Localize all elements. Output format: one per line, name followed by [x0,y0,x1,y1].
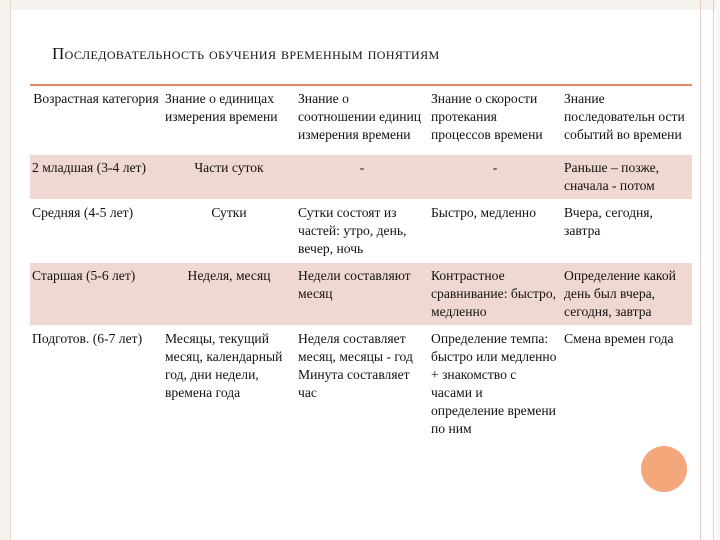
slide-title: Последовательность обучения временным понятиям [52,44,440,63]
cell-unit-relations: - [296,155,429,200]
table-row [30,200,692,263]
cell-process-speed: Определение темпа: быстро или медленно + знакомство с часами и определение времени по ним [431,331,557,436]
cell-unit-relations: Неделя составляет месяц, месяцы - год Минута составляет час [298,331,413,400]
slide-frame-top [0,0,720,10]
header-event-sequence: Знание последовательн ости событий во времени [562,86,692,155]
table-row [30,263,692,326]
table-row [30,155,692,200]
cell-units: Неделя, месяц [163,263,296,326]
slide-decoration-right [700,0,714,540]
cell-process-speed: - [429,155,562,200]
cell-event-sequence: Определение какой день был вчера, сегодня, завтра [562,263,692,326]
table-row [30,326,692,443]
decorative-circle [641,446,687,492]
cell-event-sequence: Вчера, сегодня, завтра [562,200,692,263]
cell-event-sequence: Раньше – позже, сначала - потом [562,155,692,200]
slide-decoration-edge [716,0,720,540]
cell-process-speed: Контрастное сравнивание: быстро, медленно [429,263,562,326]
cell-event-sequence: Смена времен года [564,331,674,346]
cell-age: Старшая (5-6 лет) [30,263,163,326]
header-units: Знание о единицах измерения времени [163,86,296,155]
header-unit-relations: Знание о соотношении единиц измерения времени [296,86,429,155]
header-age-category: Возрастная категория [30,86,163,155]
cell-units: Сутки [163,200,296,263]
slide-frame-left [0,0,11,540]
cell-units: Части суток [163,155,296,200]
cell-age: Средняя (4-5 лет) [30,200,163,263]
cell-unit-relations: Сутки состоят из частей: утро, день, вечер, ночь [296,200,429,263]
cell-age: Подготов. (6-7 лет) [32,331,143,346]
cell-unit-relations: Недели составляют месяц [296,263,429,326]
cell-age: 2 младшая (3-4 лет) [30,155,163,200]
cell-process-speed: Быстро, медленно [429,200,562,263]
learning-sequence-table [30,86,692,442]
header-process-speed: Знание о скорости протекания процессов времени [429,86,562,155]
table-header-row [30,86,692,155]
cell-units: Месяцы, текущий месяц, календарный год, дни недели, времена года [165,331,283,400]
